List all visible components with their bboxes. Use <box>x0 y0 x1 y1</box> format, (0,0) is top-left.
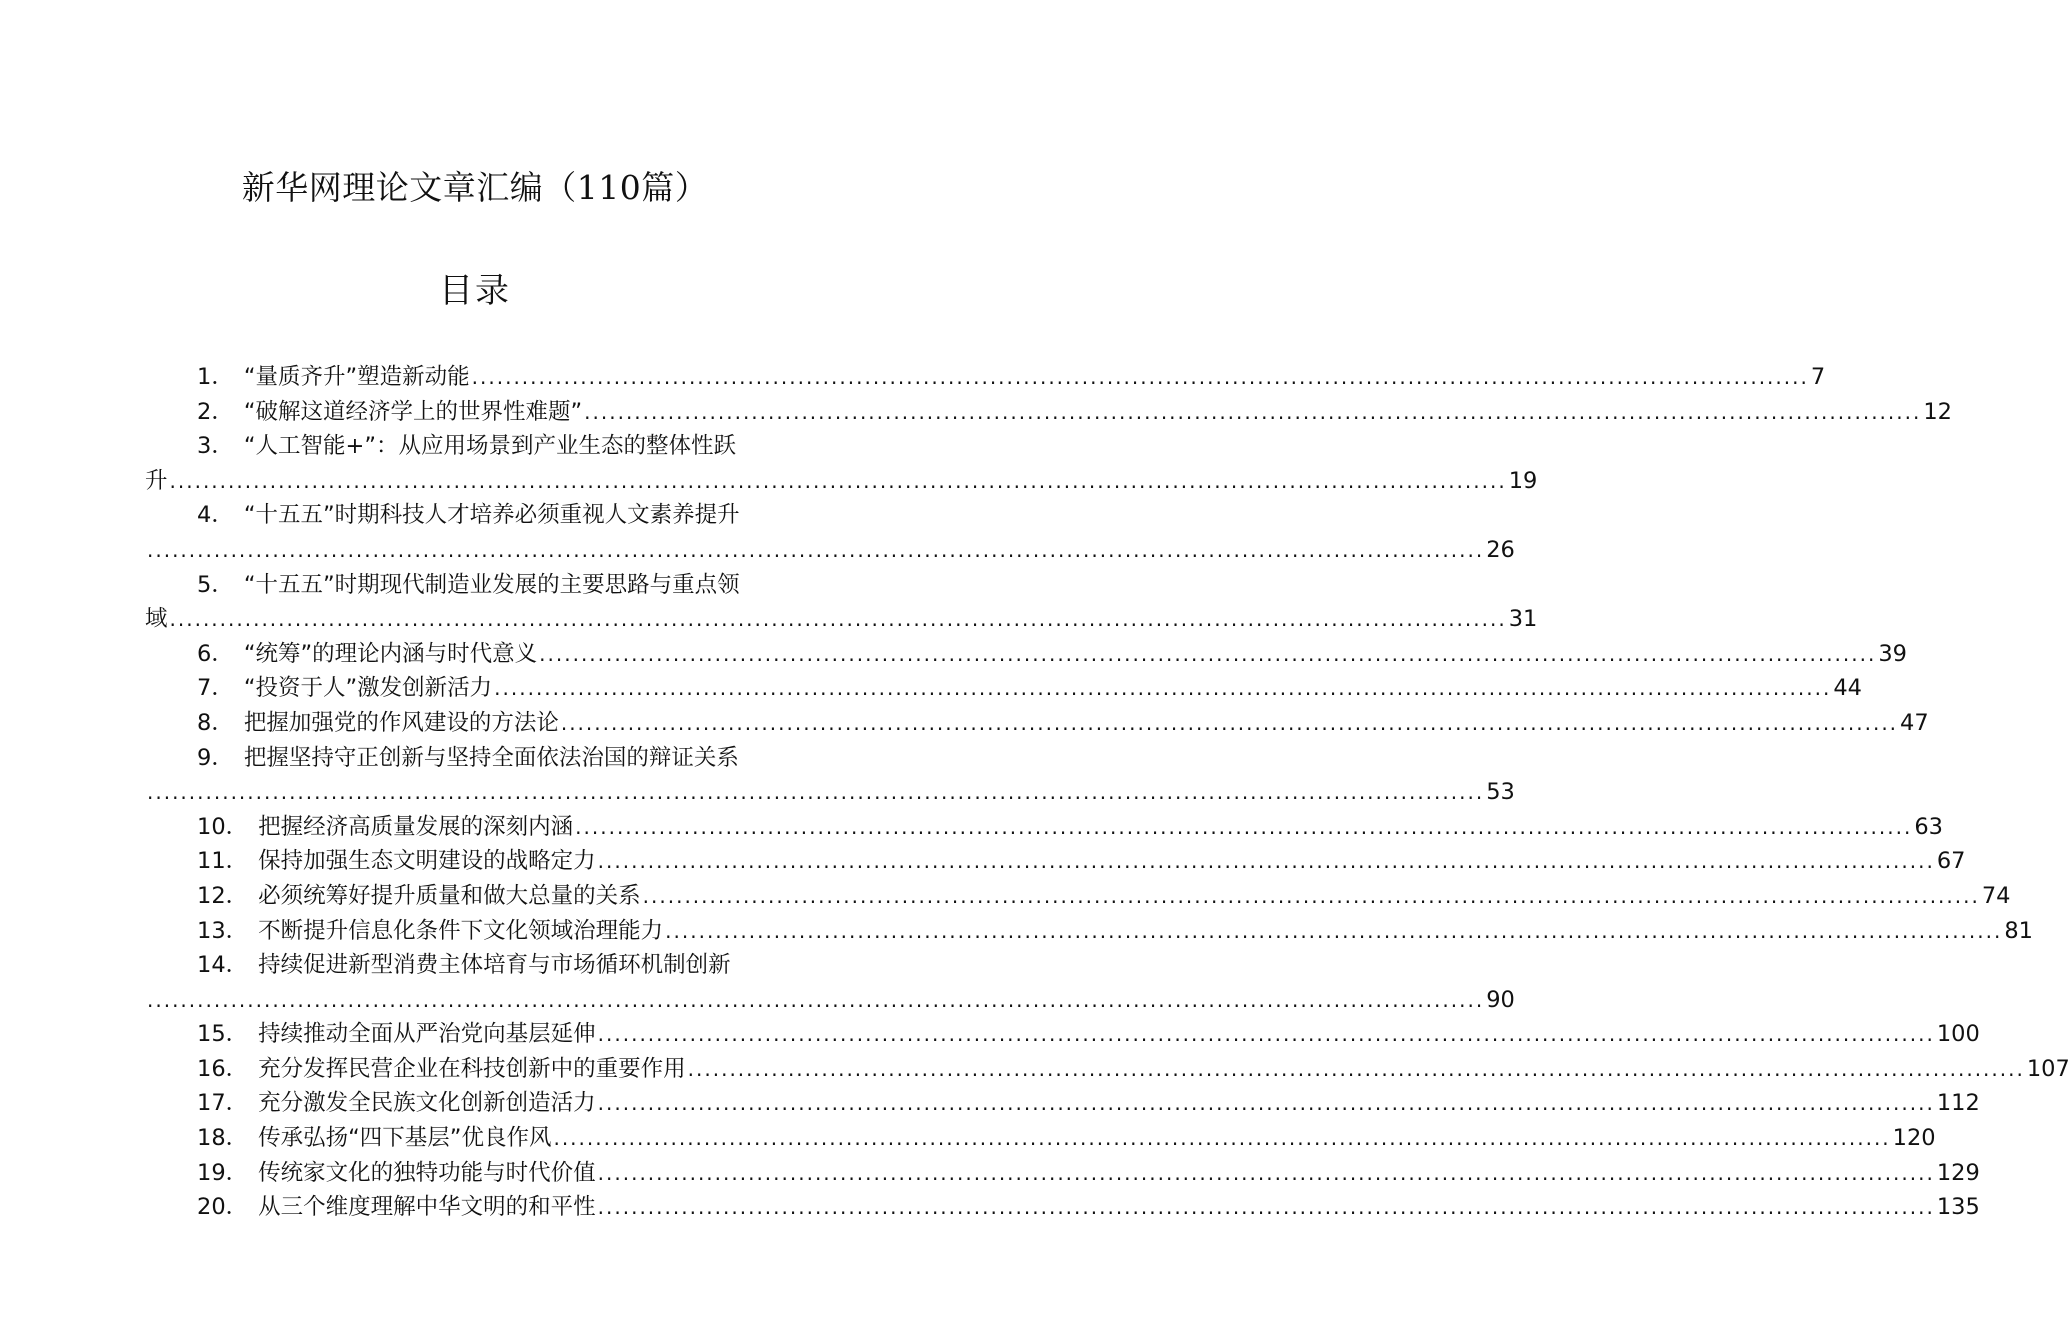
toc-heading: 目录 <box>439 271 511 311</box>
toc-leader-dots <box>147 533 1484 568</box>
toc-entry-title[interactable]: “统筹”的理论内涵与时代意义 <box>243 640 538 667</box>
toc-leader-dots <box>688 1052 2025 1087</box>
toc-entry-title-continuation[interactable]: 域 <box>145 606 168 633</box>
toc-entry-page: 74 <box>1981 882 2011 909</box>
toc-entry-title[interactable]: 把握坚持守正创新与坚持全面依法治国的辩证关系 <box>243 744 739 771</box>
toc-entry-page: 26 <box>1486 536 1515 563</box>
toc-entry[interactable] <box>145 741 805 776</box>
toc-entry-title[interactable]: 持续促进新型消费主体培育与市场循环机制创新 <box>258 952 731 979</box>
toc-entry-title[interactable]: 保持加强生态文明建设的战略定力 <box>258 848 596 875</box>
toc-entry-page: 63 <box>1914 813 1943 840</box>
toc-entry-title[interactable]: “投资于人”激发创新活力 <box>243 675 493 702</box>
toc-entry-number: 1． <box>197 364 234 390</box>
toc-leader-dots <box>665 914 2002 949</box>
toc-entry-page: 44 <box>1833 675 1862 702</box>
toc-entry-number: 3． <box>197 433 234 460</box>
toc-entry-title[interactable]: “量质齐升”塑造新动能 <box>243 364 470 390</box>
toc-entry-page: 129 <box>1936 1159 1980 1186</box>
toc-entry-page: 12 <box>1923 398 1952 425</box>
toc-leader-dots <box>170 464 1507 499</box>
toc-entry[interactable] <box>145 429 805 464</box>
toc-entry[interactable] <box>145 810 1943 845</box>
toc-entry[interactable] <box>145 1121 1936 1156</box>
toc-entry-page: 19 <box>1508 467 1538 494</box>
toc-leader-dots <box>643 879 1980 914</box>
toc-entry-page: 53 <box>1486 779 1515 806</box>
toc-entry-page: 31 <box>1508 606 1538 633</box>
toc-entry-page: 39 <box>1878 640 1907 667</box>
toc-entry-continuation[interactable] <box>145 602 1538 637</box>
toc-leader-dots <box>598 1156 1935 1191</box>
toc-entry[interactable] <box>145 360 1826 395</box>
toc-entry[interactable] <box>145 879 2011 914</box>
toc-entry-number: 4． <box>197 502 234 529</box>
toc-entry-title[interactable]: 传承弘扬“四下基层”优良作风 <box>258 1125 552 1152</box>
toc-entry-title[interactable]: “破解这道经济学上的世界性难题” <box>243 398 583 425</box>
toc-entry-title[interactable]: “人工智能+”：从应用场景到产业生态的整体性跃 <box>243 433 736 460</box>
toc-leader-dots <box>561 706 1898 741</box>
toc-entry-page: 120 <box>1892 1125 1936 1152</box>
toc-entry[interactable] <box>145 1190 1980 1225</box>
toc-leader-dots <box>598 1086 1935 1121</box>
toc-leader-dots <box>494 671 1831 706</box>
toc-entry-number: 19． <box>197 1159 249 1186</box>
toc-entry-number: 13． <box>197 917 249 944</box>
toc-entry-page: 112 <box>1936 1090 1980 1117</box>
toc-entry-number: 17． <box>197 1090 249 1117</box>
toc-entry-page: 90 <box>1486 986 1515 1013</box>
toc-entry-number: 9． <box>197 744 234 771</box>
table-of-contents <box>145 360 2070 1225</box>
toc-entry-title[interactable]: 把握加强党的作风建设的方法论 <box>243 709 559 736</box>
toc-leader-dots <box>575 810 1912 845</box>
toc-leader-dots <box>472 360 1809 395</box>
toc-entry-number: 5． <box>197 571 234 598</box>
toc-entry-page: 107 <box>2026 1055 2070 1082</box>
toc-entry-number: 10． <box>197 813 249 840</box>
toc-entry-title[interactable]: 传统家文化的独特功能与时代价值 <box>258 1159 596 1186</box>
toc-entry-number: 16． <box>197 1055 249 1082</box>
toc-entry-title[interactable]: 持续推动全面从严治党向基层延伸 <box>258 1021 596 1048</box>
toc-leader-dots <box>598 844 1935 879</box>
toc-entry[interactable] <box>145 1086 1980 1121</box>
toc-entry-title[interactable]: 充分激发全民族文化创新创造活力 <box>258 1090 596 1117</box>
toc-entry[interactable] <box>145 706 1929 741</box>
toc-entry-title[interactable]: 不断提升信息化条件下文化领域治理能力 <box>258 917 664 944</box>
toc-entry-number: 8． <box>197 709 234 736</box>
toc-entry-number: 11． <box>197 848 249 875</box>
toc-entry[interactable] <box>145 498 805 533</box>
toc-entry-continuation[interactable] <box>145 464 1538 499</box>
toc-entry[interactable] <box>145 568 805 603</box>
toc-leader-dots <box>170 602 1507 637</box>
toc-entry[interactable] <box>145 1052 2070 1087</box>
toc-entry-continuation[interactable] <box>145 983 1515 1018</box>
toc-entry-title[interactable]: “十五五”时期科技人才培养必须重视人文素养提升 <box>243 502 740 529</box>
toc-entry-continuation[interactable] <box>145 775 1515 810</box>
toc-entry[interactable] <box>145 395 1952 430</box>
toc-entry-number: 14． <box>197 952 249 979</box>
toc-leader-dots <box>598 1190 1935 1225</box>
toc-entry-title-continuation[interactable]: 升 <box>145 467 168 494</box>
document-title: 新华网理论文章汇编（110篇） <box>241 168 709 207</box>
toc-entry-number: 18． <box>197 1125 249 1152</box>
toc-entry[interactable] <box>145 1017 1980 1052</box>
toc-entry-title[interactable]: 从三个维度理解中华文明的和平性 <box>258 1194 596 1221</box>
toc-leader-dots <box>539 637 1876 672</box>
toc-entry-number: 12． <box>197 882 249 909</box>
toc-entry-page: 67 <box>1936 848 1966 875</box>
toc-entry-page: 47 <box>1900 709 1929 736</box>
toc-entry[interactable] <box>145 948 805 983</box>
toc-entry-number: 15． <box>197 1021 249 1048</box>
toc-entry[interactable] <box>145 671 1862 706</box>
toc-leader-dots <box>584 395 1921 430</box>
toc-leader-dots <box>147 775 1484 810</box>
toc-entry-number: 7． <box>197 675 234 702</box>
toc-entry-number: 6． <box>197 640 234 667</box>
toc-entry[interactable] <box>145 637 1907 672</box>
toc-entry[interactable] <box>145 1156 1980 1191</box>
toc-entry[interactable] <box>145 844 1966 879</box>
toc-leader-dots <box>553 1121 1890 1156</box>
toc-entry-continuation[interactable] <box>145 533 1515 568</box>
toc-leader-dots <box>147 983 1484 1018</box>
toc-entry-title[interactable]: 充分发挥民营企业在科技创新中的重要作用 <box>258 1055 686 1082</box>
toc-entry-title[interactable]: 必须统筹好提升质量和做大总量的关系 <box>258 882 641 909</box>
toc-entry-title[interactable]: “十五五”时期现代制造业发展的主要思路与重点领 <box>243 571 740 598</box>
toc-entry-number: 20． <box>197 1194 249 1221</box>
toc-entry-number: 2． <box>197 398 234 425</box>
toc-entry[interactable] <box>145 914 2033 949</box>
toc-leader-dots <box>598 1017 1935 1052</box>
toc-entry-page: 81 <box>2004 917 2033 944</box>
toc-entry-page: 100 <box>1936 1021 1980 1048</box>
toc-entry-title[interactable]: 把握经济高质量发展的深刻内涵 <box>258 813 574 840</box>
toc-entry-page: 7 <box>1810 364 1826 390</box>
toc-entry-page: 135 <box>1936 1194 1980 1221</box>
